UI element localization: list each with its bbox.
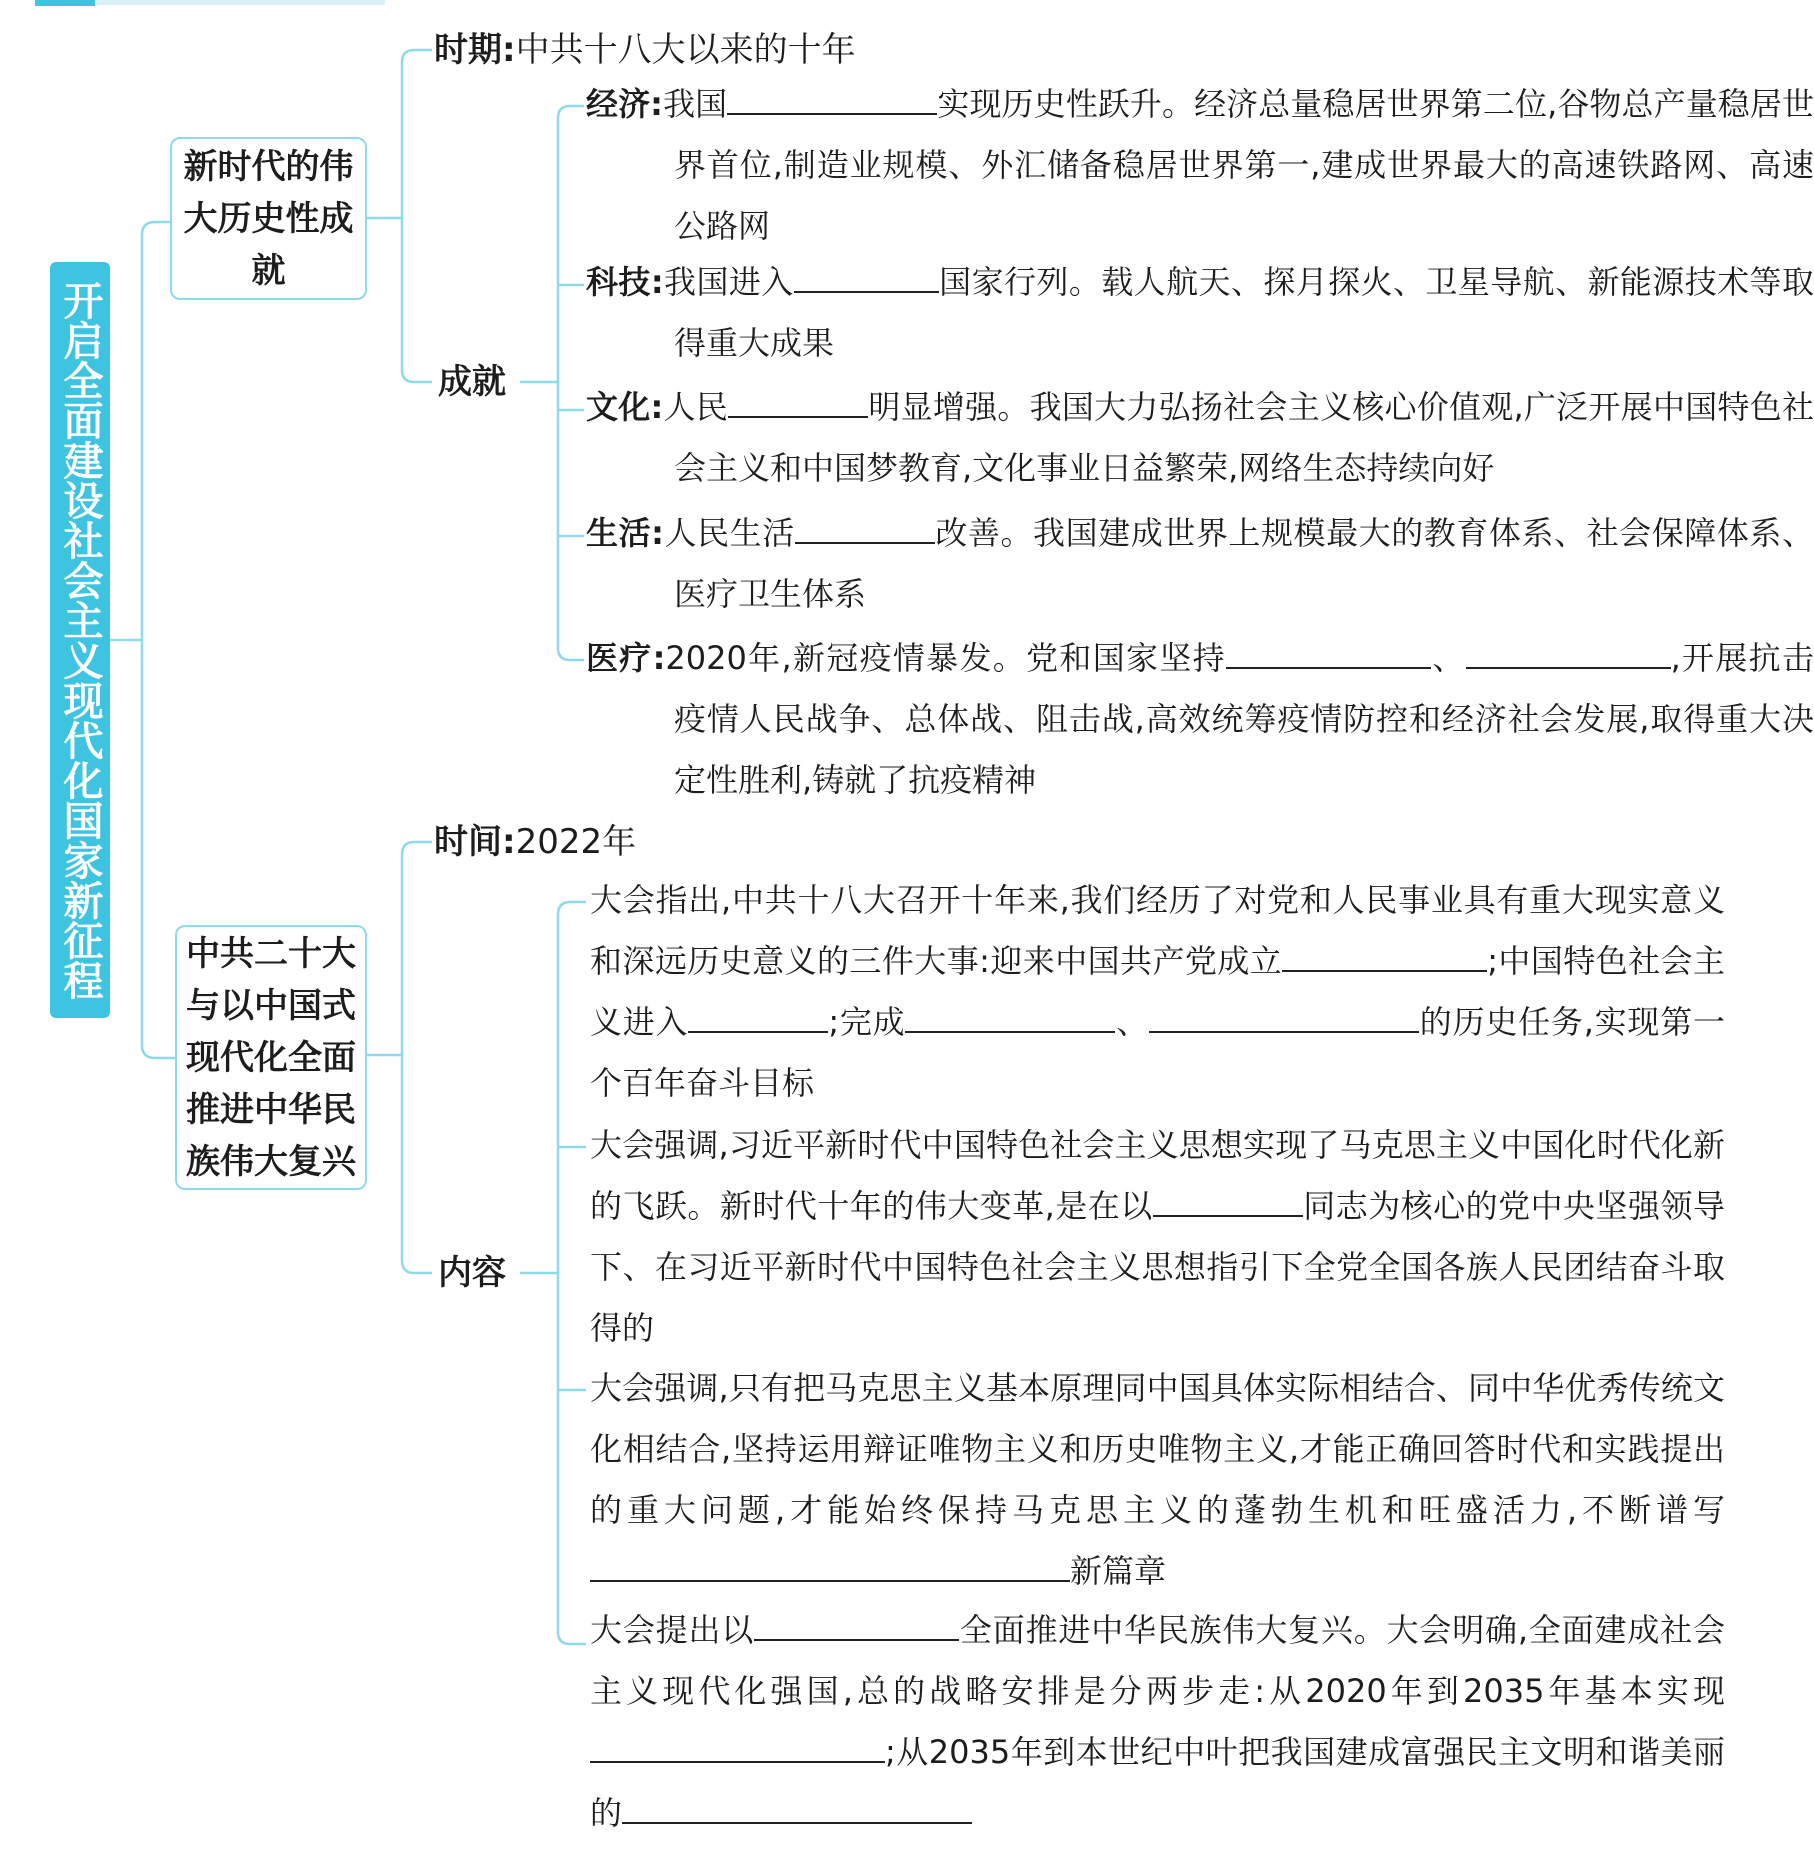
- node-historic-achievements-label: 新时代的伟大历史性成就: [183, 146, 354, 291]
- medical-pre: 2020年,新冠疫情暴发。党和国家坚持: [665, 639, 1226, 677]
- answer-blank[interactable]: [688, 1005, 828, 1033]
- answer-blank[interactable]: [622, 1796, 972, 1824]
- p1-text-a: 大会指出,中共十八大召开十年来,我们经历了对党和人民事业具有重大现实意义和深远历史意义的三件大事:迎来中国共产党成立: [590, 881, 1725, 980]
- life-key: 生活:: [586, 514, 664, 552]
- answer-blank[interactable]: [1153, 1189, 1303, 1217]
- period-key: 时期:: [434, 30, 516, 70]
- answer-blank[interactable]: [590, 1735, 885, 1763]
- economy-item: [586, 74, 1814, 257]
- economy-pre: 我国: [662, 85, 728, 123]
- content-paragraph-4: [590, 1600, 1725, 1844]
- side-title: 开启全面建设社会主义现代化国家新征程: [50, 262, 110, 1018]
- node-20th-congress: [175, 925, 367, 1190]
- culture-item: [586, 377, 1814, 499]
- content-paragraph-3: [590, 1358, 1725, 1602]
- answer-blank[interactable]: [794, 265, 939, 293]
- culture-post: 明显增强。我国大力弘扬社会主义核心价值观,广泛开展中国特色社会主义和中国梦教育,文化事业日益繁荣,网络生态持续向好: [674, 388, 1814, 487]
- p3-text-a: 大会强调,只有把马克思主义基本原理同中国具体实际相结合、同中华优秀传统文化相结合,坚持运用辩证唯物主义和历史唯物主义,才能正确回答时代和实践提出的重大问题,才能始终保持马克思主义的蓬勃生机和旺盛活力,不断谱写: [590, 1369, 1725, 1529]
- life-post: 改善。我国建成世界上规模最大的教育体系、社会保障体系、医疗卫生体系: [674, 514, 1814, 613]
- content-paragraph-2: [590, 1115, 1725, 1359]
- answer-blank[interactable]: [795, 516, 935, 544]
- time-row: [434, 822, 636, 862]
- p4-text-b: 全面推进中华民族伟大复兴。大会明确,全面建成社会主义现代化强国,总的战略安排是分两步走:从2020年到2035年基本实现: [590, 1611, 1725, 1710]
- node-20th-congress-label: 中共二十大与以中国式现代化全面推进中华民族伟大复兴: [186, 933, 356, 1182]
- achievements-label: 成就: [438, 362, 506, 402]
- answer-blank[interactable]: [590, 1554, 1070, 1582]
- medical-item: [586, 628, 1814, 811]
- answer-blank[interactable]: [1282, 944, 1487, 972]
- answer-blank[interactable]: [727, 87, 937, 115]
- medical-comma: ,: [1670, 639, 1681, 677]
- answer-blank[interactable]: [1149, 1005, 1419, 1033]
- time-value: 2022年: [515, 822, 637, 862]
- p4-text-c: ;从2035年到本世纪中叶把我国建成富强民主文明和谐美丽的: [590, 1733, 1725, 1832]
- economy-post: 实现历史性跃升。经济总量稳居世界第二位,谷物总产量稳居世界首位,制造业规模、外汇储备稳居世界第一,建成世界最大的高速铁路网、高速公路网: [674, 85, 1814, 245]
- medical-key: 医疗:: [586, 639, 666, 677]
- tech-key: 科技:: [586, 263, 664, 301]
- culture-key: 文化:: [586, 388, 664, 426]
- answer-blank[interactable]: [1466, 641, 1671, 669]
- content-label: 内容: [438, 1253, 506, 1293]
- p1-text-c: ;完成: [828, 1003, 906, 1041]
- tech-post: 国家行列。载人航天、探月探火、卫星导航、新能源技术等取得重大成果: [674, 263, 1814, 362]
- p3-text-b: 新篇章: [1070, 1552, 1167, 1590]
- tech-item: [586, 252, 1814, 374]
- answer-blank[interactable]: [1226, 641, 1431, 669]
- economy-key: 经济:: [586, 85, 663, 123]
- p2-text-a: 大会强调,习近平新时代中国特色社会主义思想实现了马克思主义中国化时代化新的飞跃。新时代十年的伟大变革,是在以: [590, 1126, 1725, 1225]
- life-pre: 人民生活: [663, 514, 795, 552]
- time-key: 时间:: [434, 822, 516, 862]
- node-historic-achievements: [170, 137, 367, 300]
- p1-text-e: 的历史任务,实现第一个百年奋斗目标: [590, 1003, 1725, 1102]
- content-paragraph-1: [590, 870, 1725, 1114]
- answer-blank[interactable]: [905, 1005, 1115, 1033]
- medical-post: 开展抗击疫情人民战争、总体战、阻击战,高效统筹疫情防控和经济社会发展,取得重大决定性胜利,铸就了抗疫精神: [674, 639, 1814, 799]
- tech-pre: 我国进入: [663, 263, 794, 301]
- period-row: [434, 30, 856, 70]
- life-item: [586, 503, 1814, 625]
- culture-pre: 人民: [663, 388, 729, 426]
- p1-text-d: 、: [1115, 1003, 1150, 1041]
- medical-sep: 、: [1430, 639, 1466, 677]
- answer-blank[interactable]: [728, 390, 868, 418]
- answer-blank[interactable]: [754, 1613, 959, 1641]
- period-value: 中共十八大以来的十年: [515, 30, 856, 70]
- p1-text-b: ;中国特色社会主义进入: [590, 942, 1725, 1041]
- p2-text-b: 同志为核心的党中央坚强领导下、在习近平新时代中国特色社会主义思想指引下全党全国各族人民团结奋斗取得的: [590, 1187, 1725, 1347]
- p4-text-a: 大会提出以: [590, 1611, 755, 1649]
